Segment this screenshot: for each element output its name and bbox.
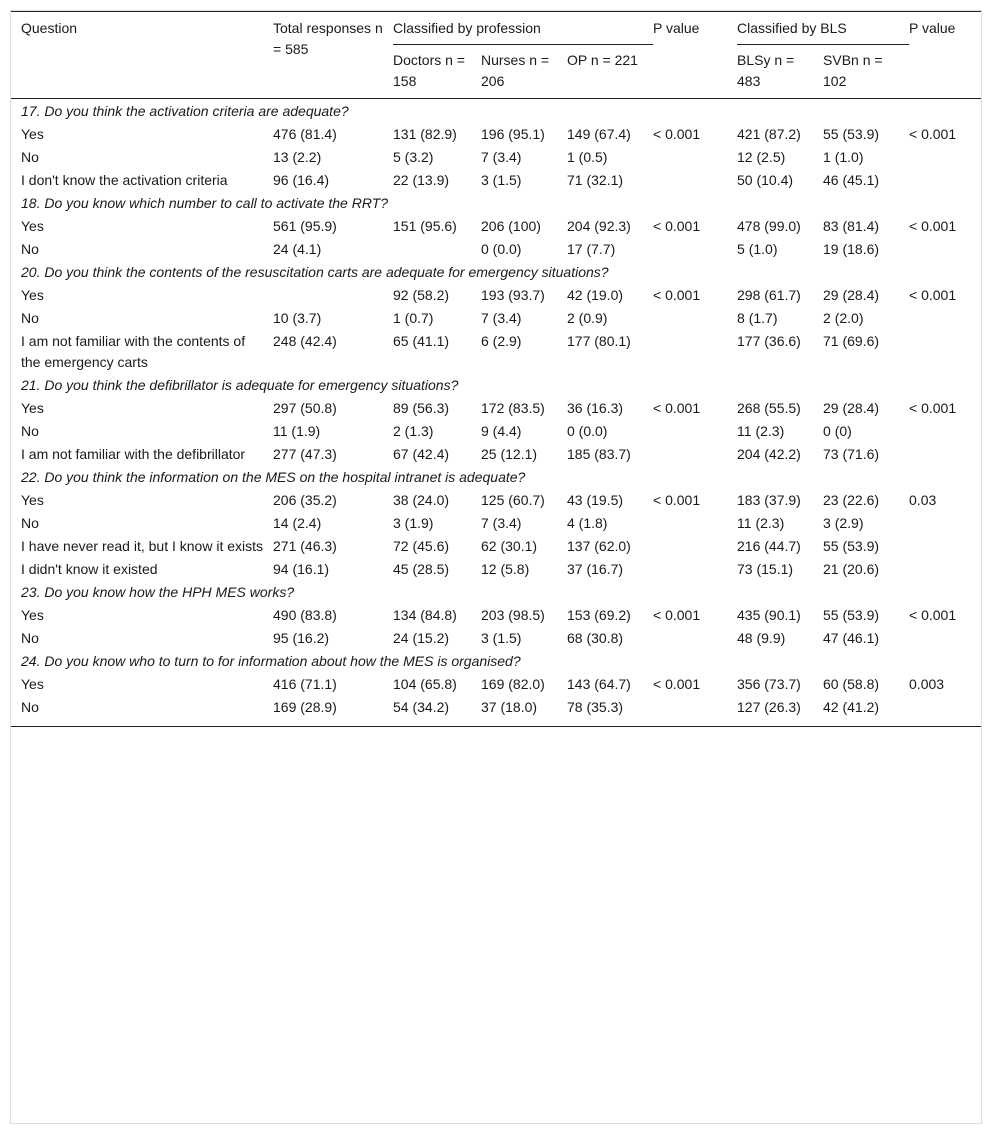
section-title: 18. Do you know which number to call to activate the RRT? — [21, 195, 389, 211]
op-cell: 68 (30.8) — [567, 630, 624, 646]
bls-group-label: Classified by BLS — [737, 18, 909, 45]
total-cell: 95 (16.2) — [273, 630, 330, 646]
total-cell — [273, 283, 393, 306]
doctors-cell: 22 (13.9) — [393, 172, 450, 188]
doctors-cell: 24 (15.2) — [393, 630, 450, 646]
op-cell: 36 (16.3) — [567, 400, 624, 416]
op-cell: 1 (0.5) — [567, 149, 608, 165]
op-cell: 37 (16.7) — [567, 561, 624, 577]
doctors-cell: 45 (28.5) — [393, 561, 450, 577]
svbn-cell: 23 (22.6) — [823, 492, 880, 508]
total-cell: 297 (50.8) — [273, 400, 337, 416]
op-cell: 177 (80.1) — [567, 333, 631, 349]
doctors-cell: 151 (95.6) — [393, 218, 457, 234]
blsy-cell: 50 (10.4) — [737, 172, 794, 188]
op-cell: 185 (83.7) — [567, 446, 631, 462]
total-cell: 14 (2.4) — [273, 515, 322, 531]
op-cell: 0 (0.0) — [567, 423, 608, 439]
answer-label: I didn't know it existed — [21, 561, 158, 577]
table-row — [11, 534, 981, 557]
op-cell: 42 (19.0) — [567, 287, 624, 303]
svbn-cell: 19 (18.6) — [823, 241, 880, 257]
total-cell: 490 (83.8) — [273, 607, 337, 623]
nurses-cell: 3 (1.5) — [481, 630, 522, 646]
svbn-cell: 73 (71.6) — [823, 446, 880, 462]
svbn-cell: 21 (20.6) — [823, 561, 880, 577]
p-value-bls-cell — [909, 534, 981, 557]
p-value-bls-cell: < 0.001 — [909, 607, 957, 623]
nurses-cell: 25 (12.1) — [481, 446, 538, 462]
nurses-cell: 172 (83.5) — [481, 400, 545, 416]
p-value-bls-cell: 0.003 — [909, 676, 945, 692]
section-title: 24. Do you know who to turn to for information about how the MES is organised? — [21, 653, 521, 669]
table-header — [11, 12, 981, 99]
table-frame — [10, 10, 982, 1124]
svbn-cell: 29 (28.4) — [823, 400, 880, 416]
total-cell: 10 (3.7) — [273, 310, 322, 326]
op-cell: 137 (62.0) — [567, 538, 631, 554]
nurses-cell: 6 (2.9) — [481, 333, 522, 349]
header-p-value-profession: P value — [653, 12, 737, 99]
table-row — [11, 214, 981, 237]
header-by-profession — [393, 12, 653, 46]
doctors-cell: 54 (34.2) — [393, 695, 481, 727]
svbn-cell: 0 (0) — [823, 423, 852, 439]
doctors-cell: 89 (56.3) — [393, 400, 450, 416]
header-p-value-bls: P value — [909, 12, 981, 99]
p-value-profession-cell — [653, 237, 737, 260]
table-row — [11, 168, 981, 191]
answer-label: Yes — [21, 607, 44, 623]
p-value-profession-cell — [653, 306, 737, 329]
answer-label: I have never read it, but I know it exists — [21, 538, 264, 554]
total-cell: 13 (2.2) — [273, 149, 322, 165]
doctors-cell: 2 (1.3) — [393, 423, 434, 439]
total-cell: 94 (16.1) — [273, 561, 330, 577]
header-by-bls — [737, 12, 909, 46]
doctors-cell: 92 (58.2) — [393, 287, 450, 303]
total-cell: 11 (1.9) — [273, 423, 321, 439]
table-body — [11, 99, 981, 727]
p-value-profession-cell: < 0.001 — [653, 218, 701, 234]
blsy-cell: 12 (2.5) — [737, 149, 786, 165]
nurses-cell: 7 (3.4) — [481, 310, 522, 326]
p-value-bls-cell — [909, 511, 981, 534]
header-svbn: SVBn n = 102 — [823, 45, 909, 99]
p-value-profession-cell — [653, 511, 737, 534]
op-cell: 78 (35.3) — [567, 695, 653, 727]
blsy-cell: 478 (99.0) — [737, 218, 801, 234]
header-blsy: BLSy n = 483 — [737, 45, 823, 99]
nurses-cell: 193 (93.7) — [481, 287, 545, 303]
nurses-cell: 0 (0.0) — [481, 241, 522, 257]
p-value-bls-cell — [909, 442, 981, 465]
op-cell: 149 (67.4) — [567, 126, 631, 142]
p-value-profession-cell — [653, 145, 737, 168]
p-value-bls-cell: < 0.001 — [909, 218, 957, 234]
total-cell: 271 (46.3) — [273, 538, 337, 554]
section-row — [11, 373, 981, 396]
nurses-cell: 206 (100) — [481, 218, 541, 234]
section-row — [11, 260, 981, 283]
section-title: 17. Do you think the activation criteria are adequate? — [21, 103, 349, 119]
op-cell: 17 (7.7) — [567, 241, 616, 257]
nurses-cell: 37 (18.0) — [481, 695, 567, 727]
table-row — [11, 419, 981, 442]
header-question: Question — [11, 12, 273, 99]
answer-label: No — [21, 310, 39, 326]
table-row — [11, 237, 981, 260]
doctors-cell: 67 (42.4) — [393, 446, 450, 462]
blsy-cell: 435 (90.1) — [737, 607, 801, 623]
answer-label: I am not familiar with the contents of the emergency carts — [21, 333, 246, 370]
answer-label: No — [21, 149, 39, 165]
svbn-cell: 46 (45.1) — [823, 172, 880, 188]
doctors-cell: 131 (82.9) — [393, 126, 457, 142]
op-cell: 2 (0.9) — [567, 310, 608, 326]
table-row — [11, 695, 981, 727]
svbn-cell: 55 (53.9) — [823, 126, 880, 142]
blsy-cell: 48 (9.9) — [737, 630, 786, 646]
p-value-profession-cell: < 0.001 — [653, 607, 701, 623]
p-value-bls-cell — [909, 306, 981, 329]
blsy-cell: 356 (73.7) — [737, 676, 801, 692]
header-nurses: Nurses n = 206 — [481, 45, 567, 99]
nurses-cell: 7 (3.4) — [481, 149, 522, 165]
total-cell: 169 (28.9) — [273, 695, 393, 727]
p-value-profession-cell — [653, 626, 737, 649]
table-row — [11, 329, 981, 373]
section-row — [11, 649, 981, 672]
blsy-cell: 268 (55.5) — [737, 400, 801, 416]
total-cell: 24 (4.1) — [273, 241, 322, 257]
table-row — [11, 511, 981, 534]
section-title: 22. Do you think the information on the MES on the hospital intranet is adequate? — [21, 469, 526, 485]
nurses-cell: 3 (1.5) — [481, 172, 522, 188]
header-doctors: Doctors n = 158 — [393, 45, 481, 99]
blsy-cell: 177 (36.6) — [737, 333, 801, 349]
p-value-bls-cell — [909, 145, 981, 168]
p-value-bls-cell — [909, 329, 981, 373]
answer-label: Yes — [21, 492, 44, 508]
p-value-profession-cell — [653, 329, 737, 373]
answer-label: I don't know the activation criteria — [21, 172, 228, 188]
p-value-bls-cell: 0.03 — [909, 492, 937, 508]
answer-label: Yes — [21, 126, 44, 142]
total-cell: 476 (81.4) — [273, 126, 337, 142]
p-value-bls-cell — [909, 557, 981, 580]
op-cell: 153 (69.2) — [567, 607, 631, 623]
p-value-bls-cell: < 0.001 — [909, 400, 957, 416]
svbn-cell: 55 (53.9) — [823, 607, 880, 623]
doctors-cell — [393, 237, 481, 260]
svbn-cell: 55 (53.9) — [823, 538, 880, 554]
op-cell: 4 (1.8) — [567, 515, 608, 531]
svbn-cell: 83 (81.4) — [823, 218, 880, 234]
answer-label: Yes — [21, 676, 44, 692]
blsy-cell: 11 (2.3) — [737, 515, 785, 531]
answer-label: I am not familiar with the defibrillator — [21, 446, 246, 462]
p-value-profession-cell — [653, 534, 737, 557]
nurses-cell: 9 (4.4) — [481, 423, 522, 439]
header-op: OP n = 221 — [567, 45, 653, 99]
op-cell: 71 (32.1) — [567, 172, 624, 188]
section-row — [11, 580, 981, 603]
doctors-cell: 134 (84.8) — [393, 607, 457, 623]
answer-label: No — [21, 423, 39, 439]
table-row — [11, 283, 981, 306]
doctors-cell: 104 (65.8) — [393, 676, 457, 692]
p-value-profession-cell: < 0.001 — [653, 492, 701, 508]
p-value-bls-cell — [909, 695, 981, 727]
doctors-cell: 3 (1.9) — [393, 515, 434, 531]
p-value-profession-cell — [653, 419, 737, 442]
total-cell: 416 (71.1) — [273, 676, 337, 692]
doctors-cell: 5 (3.2) — [393, 149, 434, 165]
p-value-bls-cell — [909, 626, 981, 649]
p-value-bls-cell — [909, 168, 981, 191]
table-row — [11, 145, 981, 168]
answer-label: No — [21, 515, 39, 531]
blsy-cell: 5 (1.0) — [737, 241, 778, 257]
svbn-cell: 71 (69.6) — [823, 333, 880, 349]
table-row — [11, 396, 981, 419]
p-value-profession-cell: < 0.001 — [653, 676, 701, 692]
nurses-cell: 7 (3.4) — [481, 515, 522, 531]
p-value-profession-cell — [653, 442, 737, 465]
svbn-cell: 2 (2.0) — [823, 310, 864, 326]
total-cell: 206 (35.2) — [273, 492, 337, 508]
doctors-cell: 65 (41.1) — [393, 333, 450, 349]
p-value-profession-cell — [653, 695, 737, 727]
total-cell: 277 (47.3) — [273, 446, 337, 462]
blsy-cell: 127 (26.3) — [737, 695, 823, 727]
answer-label: Yes — [21, 400, 44, 416]
blsy-cell: 216 (44.7) — [737, 538, 801, 554]
doctors-cell: 72 (45.6) — [393, 538, 450, 554]
section-title: 21. Do you think the defibrillator is adequate for emergency situations? — [21, 377, 459, 393]
table-row — [11, 122, 981, 145]
svbn-cell: 1 (1.0) — [823, 149, 864, 165]
blsy-cell: 73 (15.1) — [737, 561, 794, 577]
survey-results-table — [11, 11, 981, 727]
svbn-cell: 29 (28.4) — [823, 287, 880, 303]
op-cell: 204 (92.3) — [567, 218, 631, 234]
nurses-cell: 12 (5.8) — [481, 561, 530, 577]
answer-label: No — [21, 630, 39, 646]
doctors-cell: 1 (0.7) — [393, 310, 434, 326]
total-cell: 96 (16.4) — [273, 172, 330, 188]
blsy-cell: 421 (87.2) — [737, 126, 801, 142]
nurses-cell: 169 (82.0) — [481, 676, 545, 692]
p-value-profession-cell — [653, 168, 737, 191]
section-row — [11, 191, 981, 214]
table-row — [11, 557, 981, 580]
table-row — [11, 603, 981, 626]
total-cell: 248 (42.4) — [273, 333, 337, 349]
nurses-cell: 62 (30.1) — [481, 538, 538, 554]
table-row — [11, 626, 981, 649]
table-row — [11, 306, 981, 329]
svbn-cell: 42 (41.2) — [823, 695, 909, 727]
p-value-bls-cell — [909, 419, 981, 442]
p-value-profession-cell — [653, 557, 737, 580]
svbn-cell: 47 (46.1) — [823, 630, 880, 646]
answer-label: No — [21, 241, 39, 257]
p-value-profession-cell: < 0.001 — [653, 126, 701, 142]
blsy-cell: 8 (1.7) — [737, 310, 778, 326]
blsy-cell: 298 (61.7) — [737, 287, 801, 303]
answer-label: Yes — [21, 287, 44, 303]
doctors-cell: 38 (24.0) — [393, 492, 450, 508]
table-row — [11, 488, 981, 511]
nurses-cell: 203 (98.5) — [481, 607, 545, 623]
section-row — [11, 99, 981, 123]
svbn-cell: 3 (2.9) — [823, 515, 864, 531]
p-value-bls-cell: < 0.001 — [909, 126, 957, 142]
svbn-cell: 60 (58.8) — [823, 676, 880, 692]
blsy-cell: 183 (37.9) — [737, 492, 801, 508]
profession-group-label: Classified by profession — [393, 18, 653, 45]
section-title: 23. Do you know how the HPH MES works? — [21, 584, 295, 600]
nurses-cell: 125 (60.7) — [481, 492, 545, 508]
header-total-responses: Total responses n = 585 — [273, 12, 393, 99]
p-value-profession-cell: < 0.001 — [653, 287, 701, 303]
p-value-bls-cell: < 0.001 — [909, 287, 957, 303]
table-row — [11, 672, 981, 695]
table-row — [11, 442, 981, 465]
op-cell: 43 (19.5) — [567, 492, 624, 508]
p-value-bls-cell — [909, 237, 981, 260]
total-cell: 561 (95.9) — [273, 218, 337, 234]
section-title: 20. Do you think the contents of the resuscitation carts are adequate for emergency situations? — [21, 264, 609, 280]
nurses-cell: 196 (95.1) — [481, 126, 545, 142]
blsy-cell: 204 (42.2) — [737, 446, 801, 462]
p-value-profession-cell: < 0.001 — [653, 400, 701, 416]
section-row — [11, 465, 981, 488]
op-cell: 143 (64.7) — [567, 676, 631, 692]
blsy-cell: 11 (2.3) — [737, 423, 785, 439]
answer-label: Yes — [21, 218, 44, 234]
answer-label: No — [11, 695, 273, 727]
